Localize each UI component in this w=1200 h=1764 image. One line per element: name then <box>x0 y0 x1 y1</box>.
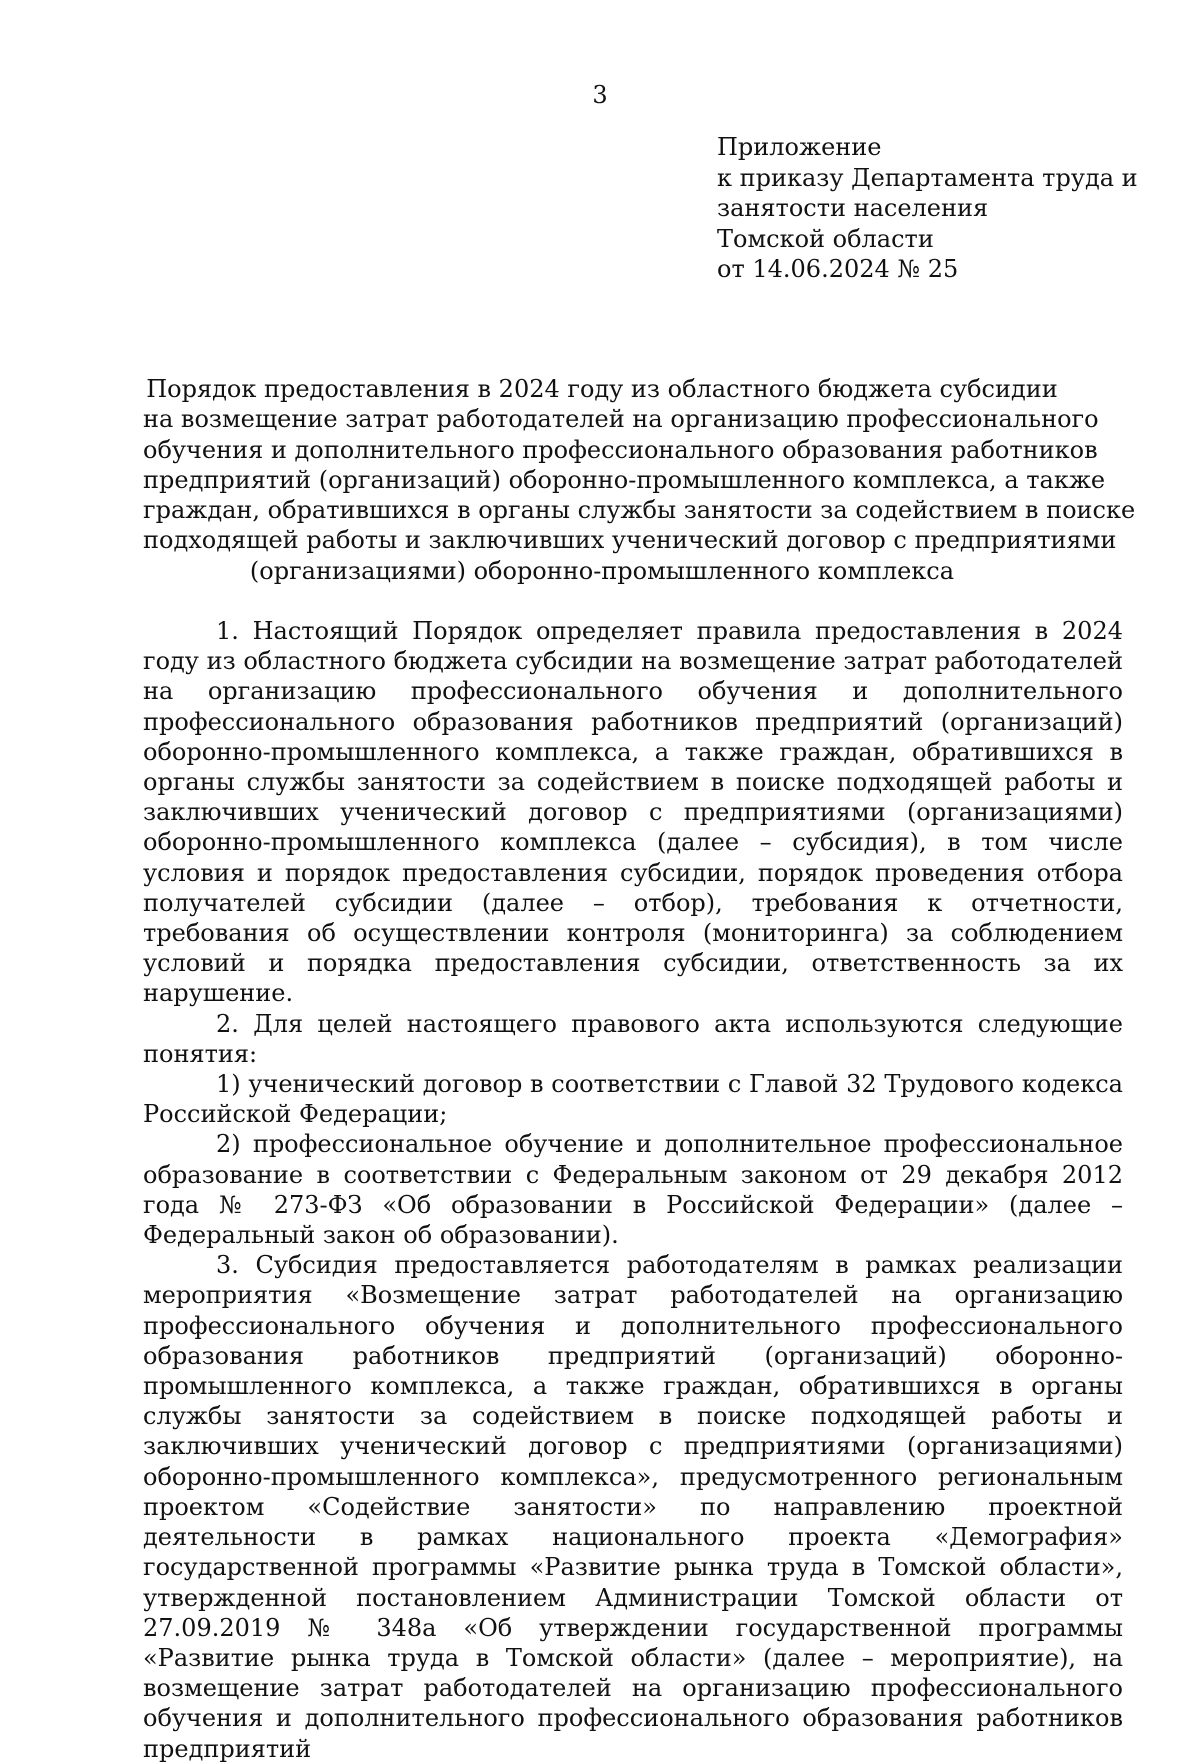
title-line: (организациями) оборонно-промышленного комплекса <box>249 556 955 585</box>
approval-line: от 14.06.2024 № 25 <box>717 255 959 283</box>
title-line: обучения и дополнительного профессионального образования работников <box>143 435 1098 464</box>
approval-line: Томской области <box>717 224 934 253</box>
title-line: на возмещение затрат работодателей на организацию профессионального <box>143 405 1099 434</box>
paragraph-2-definitions: 2. Для целей настоящего правового акта используются следующие понятия: <box>143 1009 1123 1068</box>
approval-line: Приложение <box>717 133 882 161</box>
document-body <box>143 616 1123 1764</box>
approval-block <box>717 132 1138 285</box>
approval-line: занятости населения <box>717 194 989 222</box>
title-line: граждан, обратившихся в органы службы занятости за содействием в поиске <box>143 496 1136 525</box>
paragraph-3-subsidy: 3. Субсидия предоставляется работодателям в рамках реализации мероприятия «Возмещение затрат работодателей на организацию профессионального обучения и дополнительного профессионального образования работников предприятий (организаций) оборонно-промышленного комплекса, а также граждан, обратившихся в органы службы занятости за содействием в поиске подходящей работы и заключивших ученический договор с предприятиями (организациями) оборонно-промышленного комплекса», предусмотренного региональным проектом «Содействие занятости» по направлению проектной деятельности в рамках национального проекта «Демография» государственной программы «Развитие рынка труда в Томской области», утвержденной постановлением Администрации Томской области от 27.09.2019 № 348а «Об утверждении государственной программы «Развитие рынка труда в Томской области» (далее – мероприятие), на возмещение затрат работодателей на организацию профессионального обучения и дополнительного профессионального образования работников предприятий <box>143 1251 1123 1763</box>
definition-1-apprenticeship: 1) ученический договор в соответствии с Главой 32 Трудового кодекса Российской Федерации; <box>143 1070 1123 1129</box>
definition-2-education: 2) профессиональное обучение и дополнительное профессиональное образование в соответствии с Федеральным законом от 29 декабря 2012 года № 273-ФЗ «Об образовании в Российской Федерации» (далее – Федеральный закон об образовании). <box>143 1130 1123 1250</box>
title-line: предприятий (организаций) оборонно-промышленного комплекса, а также <box>143 465 1106 494</box>
document-title <box>143 374 1136 586</box>
title-line: подходящей работы и заключивших ученический договор с предприятиями <box>143 526 1117 555</box>
paragraph-1-scope: 1. Настоящий Порядок определяет правила предоставления в 2024 году из областного бюджета субсидии на возмещение затрат работодателей на организацию профессионального обучения и дополнительного профессионального образования работников предприятий (организаций) оборонно-промышленного комплекса, а также граждан, обратившихся в органы службы занятости за содействием в поиске подходящей работы и заключивших ученический договор с предприятиями (организациями) оборонно-промышленного комплекса (далее – субсидия), в том числе условия и порядок предоставления субсидии, порядок проведения отбора получателей субсидии (далее – отбор), требования к отчетности, требования об осуществлении контроля (мониторинга) за соблюдением условий и порядка предоставления субсидии, ответственность за их нарушение. <box>143 617 1123 1008</box>
page-number: 3 <box>592 81 608 109</box>
title-line: Порядок предоставления в 2024 году из областного бюджета субсидии <box>146 375 1058 403</box>
approval-line: к приказу Департамента труда и <box>717 163 1138 192</box>
